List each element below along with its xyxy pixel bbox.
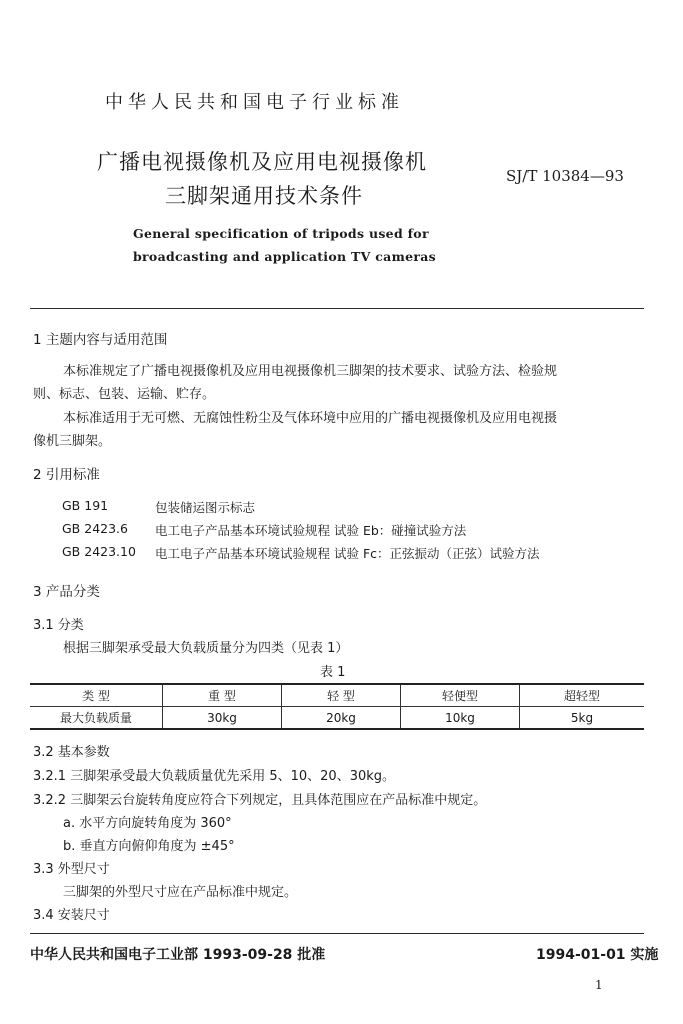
table-header-cell: 类 型 bbox=[30, 684, 163, 707]
org-standard-header: 中华人民共和国电子行业标准 bbox=[105, 92, 404, 113]
s1-paragraph-1-line-2: 则、标志、包装、运输、贮存。 bbox=[33, 387, 216, 402]
s33-text: 三脚架的外型尺寸应在产品标准中规定。 bbox=[63, 885, 298, 900]
item-a: a. 水平方向旋转角度为 360° bbox=[63, 816, 232, 831]
table-header-cell: 轻 型 bbox=[282, 684, 401, 707]
section-3-3-heading: 3.3 外型尺寸 bbox=[33, 862, 110, 877]
section-2-heading: 2 引用标准 bbox=[33, 467, 100, 483]
table-header-row bbox=[30, 684, 644, 707]
title-line-2: 三脚架通用技术条件 bbox=[165, 184, 363, 208]
table-caption: 表 1 bbox=[320, 665, 346, 680]
ref-title-3: 电工电子产品基本环境试验规程 试验 Fc：正弦振动（正弦）试验方法 bbox=[155, 546, 540, 561]
table-cell: 5kg bbox=[520, 707, 645, 730]
s321-text: 3.2.1 三脚架承受最大负载质量优先采用 5、10、20、30kg。 bbox=[33, 769, 396, 784]
page-number: 1 bbox=[595, 978, 603, 992]
footer-divider bbox=[30, 933, 644, 934]
s31-text: 根据三脚架承受最大负载质量分为四类（见表 1） bbox=[63, 641, 349, 656]
s1-paragraph-2-line-1: 本标准适用于无可燃、无腐蚀性粉尘及气体环境中应用的广播电视摄像机及应用电视摄 bbox=[63, 411, 558, 426]
section-1-heading: 1 主题内容与适用范围 bbox=[33, 332, 168, 348]
ref-code-1: GB 191 bbox=[62, 498, 109, 513]
approval-info: 中华人民共和国电子工业部 1993-09-28 批准 bbox=[30, 947, 326, 963]
table-cell: 最大负载质量 bbox=[30, 707, 163, 730]
table-header-cell: 重 型 bbox=[163, 684, 282, 707]
standard-number: SJ/T 10384—93 bbox=[506, 167, 624, 185]
table-cell: 10kg bbox=[401, 707, 520, 730]
section-3-1-heading: 3.1 分类 bbox=[33, 618, 84, 633]
item-b: b. 垂直方向俯仰角度为 ±45° bbox=[63, 839, 235, 854]
effective-date: 1994-01-01 实施 bbox=[536, 947, 659, 963]
s1-paragraph-2-line-2: 像机三脚架。 bbox=[33, 434, 112, 449]
table-header-cell: 轻便型 bbox=[401, 684, 520, 707]
table-row bbox=[30, 707, 644, 730]
title-divider bbox=[30, 308, 644, 309]
table-cell: 30kg bbox=[163, 707, 282, 730]
section-3-2-heading: 3.2 基本参数 bbox=[33, 745, 110, 760]
table-cell: 20kg bbox=[282, 707, 401, 730]
section-3-4-heading: 3.4 安装尺寸 bbox=[33, 908, 110, 923]
load-class-table bbox=[30, 683, 644, 730]
english-title-line-2: broadcasting and application TV cameras bbox=[133, 249, 436, 264]
ref-code-3: GB 2423.10 bbox=[62, 544, 136, 559]
ref-title-1: 包装储运图示标志 bbox=[155, 500, 256, 515]
s322-text: 3.2.2 三脚架云台旋转角度应符合下列规定，且具体范围应在产品标准中规定。 bbox=[33, 793, 487, 808]
s1-paragraph-1-line-1: 本标准规定了广播电视摄像机及应用电视摄像机三脚架的技术要求、试验方法、检验规 bbox=[63, 364, 558, 379]
title-line-1: 广播电视摄像机及应用电视摄像机 bbox=[97, 150, 427, 174]
english-title-line-1: General specification of tripods used for bbox=[133, 226, 429, 241]
ref-code-2: GB 2423.6 bbox=[62, 521, 128, 536]
table-header-cell: 超轻型 bbox=[520, 684, 645, 707]
section-3-heading: 3 产品分类 bbox=[33, 584, 100, 600]
ref-title-2: 电工电子产品基本环境试验规程 试验 Eb：碰撞试验方法 bbox=[155, 523, 467, 538]
